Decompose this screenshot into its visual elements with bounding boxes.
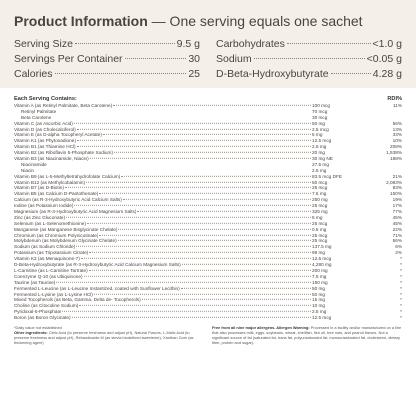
nutrient-name: Chromium (as Chromium Polynicotinate) <box>14 232 99 238</box>
nutrient-name: Niacin <box>21 167 35 173</box>
nutrient-amount: 137.5 mg <box>312 244 332 250</box>
nutrient-rdi: 208% <box>390 144 402 150</box>
fact-value: <1.0 g <box>372 38 402 50</box>
dotted-leader <box>79 305 311 306</box>
nutrient-rdi: 10% <box>392 138 402 144</box>
fact-value: 4.28 g <box>372 68 402 80</box>
nutrient-name: Taurine (as Taurine) <box>14 279 56 285</box>
nutrient-rdi: * <box>400 315 402 321</box>
nutrient-name: Fermented L-Leucine (as L-Leucine Instantized, coated with Sunflower Lecithin) <box>14 285 180 291</box>
nutrient-name: Coenzyme Q-10 (as Ubiquinone) <box>14 273 83 279</box>
nutrient-amount: 200 mg <box>312 267 328 273</box>
dotted-leader <box>77 128 311 129</box>
nutrient-amount: 7.5 mg <box>312 273 327 279</box>
dotted-leader <box>125 58 187 59</box>
nutrient-rdi: * <box>400 279 402 285</box>
dotted-leader <box>86 181 311 182</box>
nutrient-rdi: * <box>400 303 402 309</box>
dotted-leader <box>118 229 311 230</box>
nutrient-rdi: * <box>400 262 402 268</box>
nutrient-amount: 27.5 mg <box>312 161 329 167</box>
nutrient-amount: 2.5 mg <box>312 167 327 173</box>
page-subtitle: — One serving equals one sachet <box>147 13 363 29</box>
dotted-leader <box>181 287 311 288</box>
fact-label: Servings Per Container <box>14 53 123 65</box>
fact-label: Calories <box>14 68 53 80</box>
nutrient-name: Molybdenum (as Molybdenum Glycinate Chelate) <box>14 238 117 244</box>
nutrient-amount: 99 mg <box>312 250 326 256</box>
nutrient-amount: 5 mg <box>312 214 323 220</box>
nutrient-rdi: * <box>400 309 402 315</box>
nutrient-amount: 7.5 mg <box>312 191 327 197</box>
dotted-leader <box>99 234 311 235</box>
nutrient-rdi: 22% <box>392 226 402 232</box>
nutrient-name: Vitamin D (as Cholecalciferol) <box>14 126 76 132</box>
panel-header <box>14 96 402 102</box>
dotted-leader <box>55 73 187 74</box>
nutrient-name: L-Carnitine (as L-Carnitine Tartrate) <box>14 267 88 273</box>
nutrient-amount: 50 mcg <box>312 179 328 185</box>
nutrient-amount: 15 mg <box>312 297 326 303</box>
nutrient-amount: 150 mg <box>312 279 328 285</box>
nutrient-amount: 50 mg <box>312 291 326 297</box>
dotted-leader <box>137 211 311 212</box>
nutrient-name: Niacinamide <box>21 161 47 167</box>
fact-row <box>14 37 200 52</box>
facts-right <box>216 37 402 82</box>
nutrient-panel <box>0 88 416 321</box>
fact-value: <0.05 g <box>366 53 402 65</box>
fact-value: 30 <box>188 53 200 65</box>
fact-value: 25 <box>188 68 200 80</box>
nutrient-name: Potassium (as Tripotassium Citrate) <box>14 250 89 256</box>
nutrient-rdi: * <box>400 256 402 262</box>
nutrient-rdi: * <box>400 285 402 291</box>
nutrient-name: Pyridoxal-5-Phosphate <box>14 309 62 315</box>
nutrient-amount: 50 mg <box>312 120 326 126</box>
nutrient-name: Vitamin K2 (as Menaquinone-7) <box>14 256 80 262</box>
nutrient-rdi: * <box>400 297 402 303</box>
fact-row <box>216 52 402 67</box>
nutrient-rdi: 1,538% <box>386 150 402 156</box>
nutrient-rdi: 19% <box>392 197 402 203</box>
nutrient-amount: 25 mcg <box>312 232 328 238</box>
nutrient-name: Vitamin E (as D-alpha Tocopheryl Acetate) <box>14 132 102 138</box>
nutrient-rdi: 21% <box>392 173 402 179</box>
nutrient-amount: 0.5 mg <box>312 226 327 232</box>
nutrient-amount: 12.5 mcg <box>312 315 332 321</box>
nutrient-rdi: 2,083% <box>386 179 402 185</box>
nutrient-amount: 2.5 mcg <box>312 126 329 132</box>
panel-heading: Each Serving Contains: <box>14 96 77 102</box>
dotted-leader <box>84 276 311 277</box>
fact-row <box>14 67 200 82</box>
nutrient-amount: 12.5 mcg <box>312 256 332 262</box>
dotted-leader <box>76 246 311 247</box>
nutrient-name: Retinyl Palmitate <box>21 108 57 114</box>
fact-label: Carbohydrates <box>216 38 285 50</box>
nutrient-name: Vitamin K1 (as Phytonadione) <box>14 138 76 144</box>
nutrient-amount: 250 mg <box>312 197 328 203</box>
nutrient-name: Mixed Tocopherols (as Beta, Gamma, Delta de- Tocopherols) <box>14 297 141 303</box>
dotted-leader <box>114 152 311 153</box>
fact-value: 9.5 g <box>176 38 200 50</box>
dotted-leader <box>56 282 311 283</box>
footer <box>0 321 416 345</box>
nutrient-name: Magnesium (as R-3-Hydroxybutyric Acid Magnesium Salts) <box>14 209 137 215</box>
summary-section <box>0 0 416 88</box>
dotted-leader <box>66 217 311 218</box>
dotted-leader <box>331 73 371 74</box>
nutrient-name: Vitamin B3 (as Niacinamide, Niacin) <box>14 156 89 162</box>
nutrient-rdi: 13% <box>392 126 402 132</box>
dotted-leader <box>121 175 311 176</box>
other-ingredients <box>14 330 200 345</box>
dotted-leader <box>74 122 311 123</box>
fact-label: D-Beta-Hydroxybutyrate <box>216 68 329 80</box>
nutrient-amount: 2.5 mg <box>312 309 327 315</box>
fact-label: Sodium <box>216 53 252 65</box>
nutrient-amount: 25 mcg <box>312 220 328 226</box>
daily-value-note: *Daily value not established <box>14 324 62 330</box>
nutrient-name: Vitamin B12 (as Methylcobalamin) <box>14 179 86 185</box>
dotted-leader <box>254 58 365 59</box>
nutrient-amount: 100 mcg <box>312 103 330 108</box>
nutrient-name: D-Beta-Hydroxybutyrate (as R-3-Hydroxybutyric Acid Calcium Magnesium Salts) <box>14 262 181 268</box>
dotted-leader <box>90 158 311 159</box>
dotted-leader <box>87 223 311 224</box>
nutrient-amount: 25 mcg <box>312 238 328 244</box>
dotted-leader <box>81 258 311 259</box>
nutrient-name: Vitamin B1 (as Thiamine HCl) <box>14 144 76 150</box>
fact-row <box>14 52 200 67</box>
facts-columns <box>14 37 402 82</box>
nutrient-rdi: * <box>400 291 402 297</box>
nutrient-amount: 30 mcg <box>312 114 328 120</box>
nutrient-amount: 30 mg NE <box>312 156 333 162</box>
footer-right <box>212 325 402 345</box>
nutrient-name: Vitamin B9 (as L-5-Methyltetrahydrofolate Calcium) <box>14 173 121 179</box>
dotted-leader <box>89 270 311 271</box>
nutrient-amount: 10 mg <box>312 303 326 309</box>
nutrient-name: Boron (as Boron Glycinate) <box>14 315 71 321</box>
dotted-leader <box>77 140 311 141</box>
nutrient-amount: 2.5 mg <box>312 144 327 150</box>
fact-row <box>216 67 402 82</box>
nutrient-amount: 4,280 mg <box>312 262 332 268</box>
allergen-text: Processed in a facility and/or manufactured on a line that also processes milk, eggs, soybeans, wheat, shellfish, fish oil, tree nuts, and peanut flavors. Not a significant source of fat (saturated fat, trans fat, polyunsaturated fat, monounsaturated fat, cholesterol, dietary fiber, protein and sugar). <box>212 324 402 345</box>
nutrient-rdi: 2% <box>395 250 402 256</box>
dotted-leader <box>118 240 311 241</box>
nutrient-name: Vitamin B7 (as D-Biotin) <box>14 185 64 191</box>
nutrient-rdi: 71% <box>392 232 402 238</box>
dotted-leader <box>75 43 175 44</box>
nutrient-name: Selenium (as L-Selenomethionine) <box>14 220 86 226</box>
dotted-leader <box>113 105 311 106</box>
dotted-leader <box>94 293 311 294</box>
nutrient-rdi: 77% <box>392 209 402 215</box>
nutrient-rdi: 45% <box>392 214 402 220</box>
fact-label: Serving Size <box>14 38 73 50</box>
footer-left <box>14 325 200 345</box>
nutrient-rdi: 11% <box>392 103 402 108</box>
nutrient-name: Vitamin B2 (as Riboflavin 5-Phosphate Sodium) <box>14 150 113 156</box>
nutrient-name: Sodium (as Sodium Chloride) <box>14 244 76 250</box>
nutrient-rdi: * <box>400 267 402 273</box>
nutrient-rdi: 150% <box>390 191 402 197</box>
nutrient-list <box>14 103 402 321</box>
dotted-leader <box>65 187 311 188</box>
nutrient-rdi: 6% <box>395 244 402 250</box>
dotted-leader <box>99 193 311 194</box>
dotted-leader <box>142 299 311 300</box>
nutrient-amount: 12.5 mcg <box>312 138 332 144</box>
other-ingredients-label: Other ingredients: <box>14 329 48 335</box>
nutrient-name: Vitamin C (as Ascorbic Acid) <box>14 120 73 126</box>
nutrient-name: Beta Carotene <box>21 114 52 120</box>
nutrient-rdi: 45% <box>392 220 402 226</box>
rdi-heading: RDI% <box>387 96 402 102</box>
dotted-leader <box>48 164 311 165</box>
nutrient-name: Fermented L-Lysine (as L-Lysine HCl) <box>14 291 93 297</box>
nutrient-rdi: 83% <box>392 185 402 191</box>
nutrient-amount: 70 mcg <box>312 108 328 114</box>
nutrient-rdi: 188% <box>390 156 402 162</box>
nutrient-amount: 83.5 mcg DFE <box>312 173 342 179</box>
dotted-leader <box>103 134 311 135</box>
nutrient-name: Calcium (as R-3-Hydroxybutyric Acid Calcium Salts) <box>14 197 122 203</box>
dotted-leader <box>89 252 311 253</box>
dotted-leader <box>287 43 371 44</box>
nutrient-rdi: * <box>400 273 402 279</box>
nutrient-name: Manganese (as Manganese Bisglycinate Chelate) <box>14 226 118 232</box>
dotted-leader <box>74 205 311 206</box>
nutrient-amount: 5 mg <box>312 132 323 138</box>
nutrient-rdi: 33% <box>392 132 402 138</box>
dotted-leader <box>77 146 311 147</box>
facts-left <box>14 37 200 82</box>
other-ingredients-text: Citric Acid (to preserve freshness and adjust pH), Natural Flavors, L-Malic Acid (to preserve freshness and adjust pH), Rebaudioside M (as stevia biodefined sweetener), Xanthan Gum (as thickening agent) <box>14 329 194 345</box>
nutrient-name: Vitamin A (as Retinyl Palmitate, Beta Carotene) <box>14 103 113 108</box>
dotted-leader <box>35 170 311 171</box>
nutrient-rdi: 56% <box>392 120 402 126</box>
nutrient-name: Vitamin B5 (as Calcium D-Pantothenate) <box>14 191 99 197</box>
nutrient-name: Zinc (as Zinc Gluconate) <box>14 214 66 220</box>
nutrient-amount: 25 mcg <box>312 203 328 209</box>
fact-row <box>216 37 402 52</box>
nutrient-amount: 325 mg <box>312 209 328 215</box>
page-title: Product Information <box>14 13 148 29</box>
allergen-label: Free from all nine major allergens. Allergen Warning: <box>212 324 310 330</box>
dotted-leader <box>62 311 311 312</box>
nutrient-rdi: 17% <box>392 203 402 209</box>
dotted-leader <box>182 264 311 265</box>
page-heading <box>14 13 402 29</box>
nutrient-amount: 50 mg <box>312 285 326 291</box>
nutrient-name: Choline (as Citocoline Sodium) <box>14 303 79 309</box>
nutrient-name: Iodine (as Potassium Iodide) <box>14 203 74 209</box>
dotted-leader <box>72 317 311 318</box>
nutrient-amount: 25 mcg <box>312 185 328 191</box>
nutrient-amount: 20 mg <box>312 150 326 156</box>
dotted-leader <box>52 117 311 118</box>
dotted-leader <box>57 111 311 112</box>
nutrient-rdi: 56% <box>392 238 402 244</box>
dotted-leader <box>123 199 311 200</box>
